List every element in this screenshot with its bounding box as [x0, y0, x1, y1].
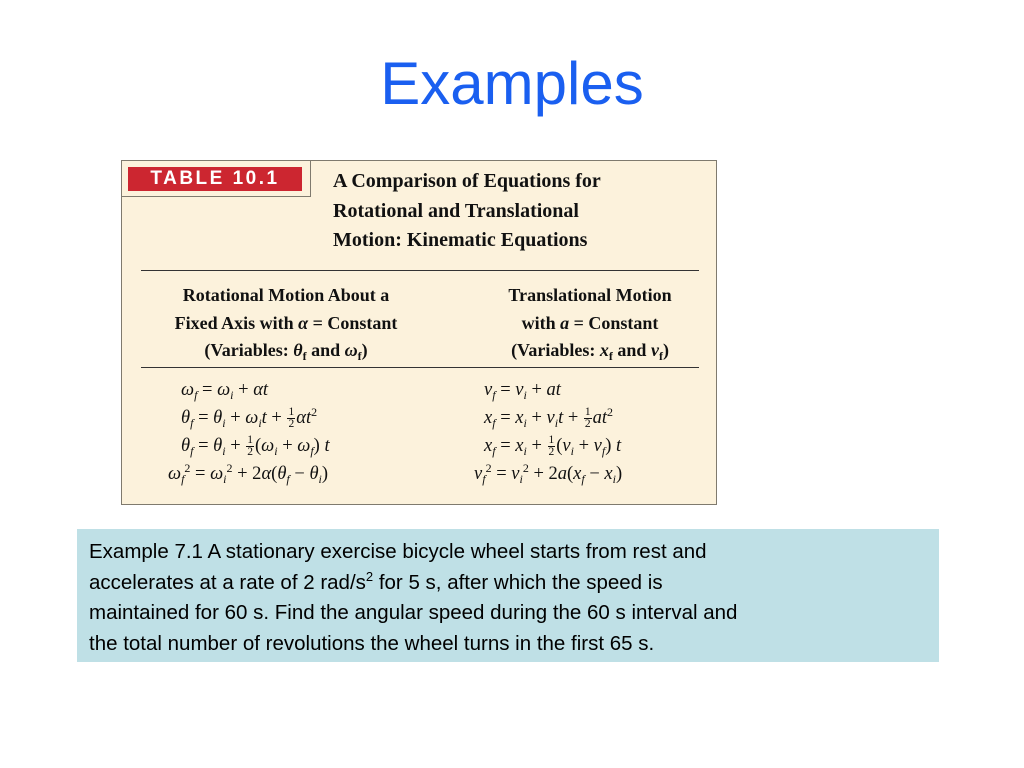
- translational-equation-2: $x_f = x_i + v_it$ + $\frac{1}{2}$ $at^2$: [484, 405, 614, 431]
- example-line-1: Example 7.1 A stationary exercise bicycle wheel starts from rest and: [89, 540, 707, 563]
- table-caption: [333, 167, 693, 256]
- slide-title: Examples: [380, 50, 644, 117]
- rotational-equation-1: $\omega_f = \omega_i + \alpha t$: [181, 380, 269, 402]
- caption-line-2: Rotational and Translational: [333, 199, 579, 222]
- rotational-equation-2: $\theta_f = \theta_i + \omega_it$ + $\frac{1}{2}$ $\alpha t^2$: [181, 405, 318, 431]
- example-line-2: accelerates at a rate of 2 rad/$s^2$ for 5 s, after which the speed is: [89, 568, 663, 594]
- caption-line-3: Motion: Kinematic Equations: [333, 229, 588, 251]
- caption-line-1: A Comparison of Equations for: [333, 170, 601, 192]
- badge-divider: [122, 196, 310, 197]
- example-line-4: the total number of revolutions the wheel turns in the first 65 s.: [89, 631, 655, 655]
- translational-equation-1: $v_f = v_i$ + at: [484, 380, 561, 402]
- example-line-3: maintained for 60 s. Find the angular speed during the 60 s interval and: [89, 601, 738, 624]
- header-top-rule: [141, 270, 699, 271]
- translational-equation-3: $x_f = x_i$ + $\frac{1}{2}$ $(v_i + v_f)$ t: [484, 434, 622, 459]
- example-problem-box: [77, 529, 939, 662]
- rotational-equation-3: $\theta_f = \theta_i$ + $\frac{1}{2}$ $(\omega_i + \omega_f)$ t: [181, 434, 330, 459]
- kinematics-table: [121, 160, 717, 505]
- translational-equation-4: $v_f^2 = v_i^2 + 2a(x_f - x_i)$: [474, 461, 623, 486]
- table-number-badge: TABLE 10.1: [128, 167, 302, 191]
- rotational-column-header: Rotational Motion About a Fixed Axis with α = Constant (Variables: $\theta_f$ and $\omega_f$): [174, 285, 398, 363]
- rotational-equation-4: $\omega_f^2 = \omega_i^2 + 2\alpha(\theta_f - \theta_i)$: [168, 461, 329, 486]
- header-bottom-rule: [141, 367, 699, 368]
- badge-vertical-divider: [310, 161, 311, 197]
- translational-column-header: Translational Motion with a = Constant (Variables: $x_f$ and $v_f$): [508, 285, 672, 363]
